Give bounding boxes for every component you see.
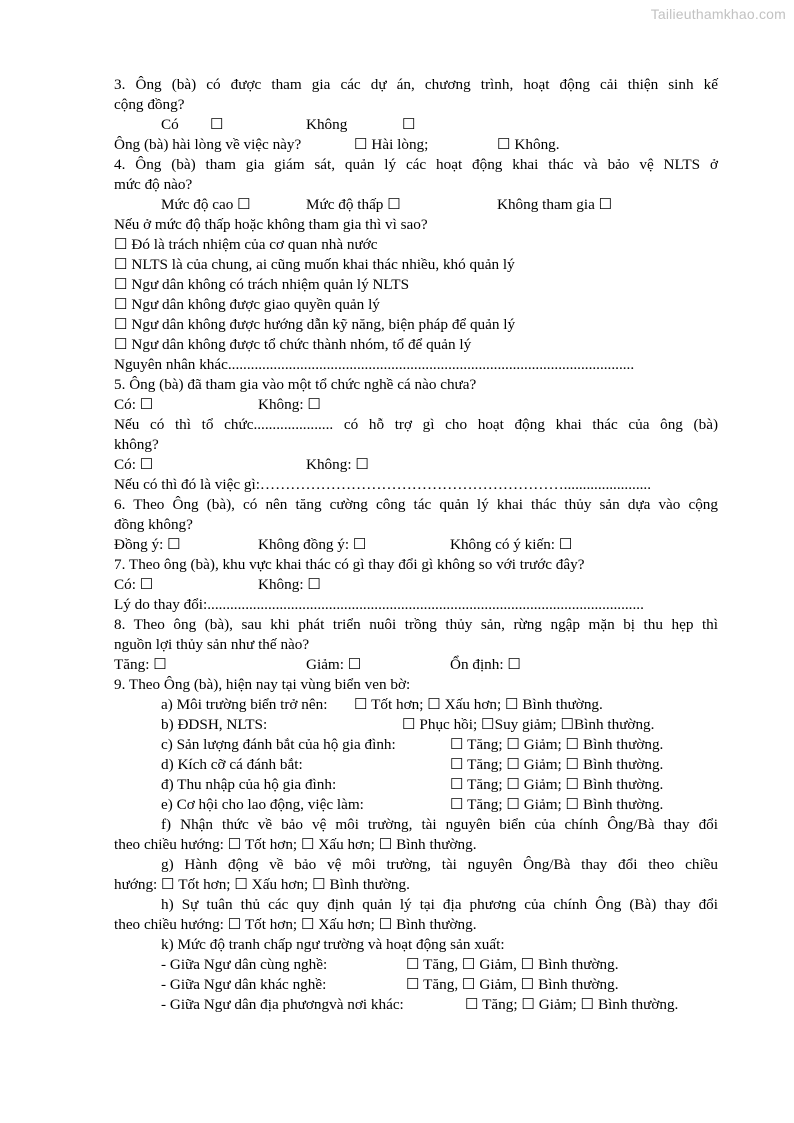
q4-line1: 4. Ông (bà) tham gia giám sát, quản lý các hoạt động khai thác và bảo vệ NLTS ở: [114, 156, 718, 173]
q9-a-options[interactable]: ☐ Tốt hơn; ☐ Xấu hơn; ☐ Bình thường.: [354, 696, 603, 713]
q9-k2-label: - Giữa Ngư dân khác nghề:: [161, 976, 327, 993]
q4-reason[interactable]: ☐ Ngư dân không được giao quyền quản lý: [114, 296, 380, 313]
q3-yes[interactable]: Có: [161, 116, 179, 133]
q5-line1: 5. Ông (bà) đã tham gia vào một tổ chức nghề cá nào chưa?: [114, 376, 477, 393]
q9-d-options[interactable]: ☐ Tăng; ☐ Giảm; ☐ Bình thường.: [450, 756, 664, 773]
q5-support-no[interactable]: Không: ☐: [306, 456, 369, 473]
q9-k3: [114, 995, 718, 1015]
q3-line2: cộng đồng?: [114, 96, 185, 113]
q4-level-high[interactable]: Mức độ cao ☐: [161, 196, 251, 213]
q8-decrease[interactable]: Giảm: ☐: [306, 656, 362, 673]
q9-g-line1: g) Hành động về bảo vệ môi trường, tài nguyên Ông/Bà thay đổi theo chiều: [161, 856, 718, 873]
q3-line1: 3. Ông (bà) có được tham gia các dự án, chương trình, hoạt động cải thiện sinh kế: [114, 76, 718, 93]
q3-satisfaction: [114, 135, 718, 155]
q5-support-options: [114, 455, 718, 475]
q4-level-none[interactable]: Không tham gia ☐: [497, 196, 613, 213]
q9-c-label: c) Sản lượng đánh bắt của hộ gia đình:: [161, 736, 396, 753]
q9-c-options[interactable]: ☐ Tăng; ☐ Giảm; ☐ Bình thường.: [450, 736, 664, 753]
q3-no[interactable]: Không: [306, 116, 348, 133]
q4-reason[interactable]: ☐ Ngư dân không được hướng dẫn kỹ năng, biện pháp để quản lý: [114, 316, 516, 333]
q9-line1: 9. Theo Ông (bà), hiện nay tại vùng biển ven bờ:: [114, 676, 411, 693]
q9-h-line1: h) Sự tuân thủ các quy định quản lý tại địa phương của chính Ông (Bà) thay đổi: [161, 896, 718, 913]
q5-org-line: Nếu có thì tổ chức..................... có hỗ trợ gì cho hoạt động khai thác của ông (bà): [114, 416, 718, 433]
q9-item-c: [114, 735, 718, 755]
q8-stable[interactable]: Ổn định: ☐: [450, 656, 521, 673]
q6-options: [114, 535, 718, 555]
q9-dd-label: đ) Thu nhập của hộ gia đình:: [161, 776, 337, 793]
q6-line2: đồng không?: [114, 516, 193, 533]
checkbox-icon[interactable]: ☐: [402, 116, 416, 133]
q9-b-label: b) ĐDSH, NLTS:: [161, 716, 268, 733]
q9-item-b: [114, 715, 718, 735]
q8-increase[interactable]: Tăng: ☐: [114, 656, 167, 673]
q4-why: Nếu ở mức độ thấp hoặc không tham gia thì vì sao?: [114, 216, 428, 233]
q5-options: [114, 395, 718, 415]
q9-d-label: d) Kích cỡ cá đánh bắt:: [161, 756, 303, 773]
q9-item-a: [114, 695, 718, 715]
q4-reason[interactable]: ☐ NLTS là của chung, ai cũng muốn khai thác nhiều, khó quản lý: [114, 256, 515, 273]
q7-no[interactable]: Không: ☐: [258, 576, 321, 593]
q7-reason[interactable]: Lý do thay đổi:...................................................................................................................: [114, 596, 644, 613]
q9-b-options[interactable]: ☐ Phục hồi; ☐Suy giảm; ☐Bình thường.: [402, 716, 655, 733]
q9-item-d: [114, 755, 718, 775]
q3-satisfaction-question: Ông (bà) hài lòng về việc này?: [114, 136, 302, 153]
q5-org-line2: không?: [114, 436, 159, 453]
q7-line1: 7. Theo ông (bà), khu vực khai thác có gì thay đổi gì không so với trước đây?: [114, 556, 585, 573]
q3-options: [114, 115, 718, 135]
q9-k3-label: - Giữa Ngư dân địa phươngvà nơi khác:: [161, 996, 404, 1013]
q4-reason[interactable]: ☐ Ngư dân không được tổ chức thành nhóm, tổ để quản lý: [114, 336, 472, 353]
q9-item-dd: [114, 775, 718, 795]
q9-k1: [114, 955, 718, 975]
q9-k3-options[interactable]: ☐ Tăng; ☐ Giảm; ☐ Bình thường.: [465, 996, 679, 1013]
q4-line2: mức độ nào?: [114, 176, 193, 193]
q7-yes[interactable]: Có: ☐: [114, 576, 154, 593]
checkbox-icon[interactable]: ☐: [210, 116, 224, 133]
q9-e-label: e) Cơ hội cho lao động, việc làm:: [161, 796, 364, 813]
q9-k2: [114, 975, 718, 995]
watermark: Tailieuthamkhao.com: [650, 6, 786, 22]
q9-item-e: [114, 795, 718, 815]
q9-k-label: k) Mức độ tranh chấp ngư trường và hoạt động sản xuất:: [161, 936, 505, 953]
q8-options: [114, 655, 718, 675]
q9-k2-options[interactable]: ☐ Tăng, ☐ Giảm, ☐ Bình thường.: [406, 976, 619, 993]
q9-e-options[interactable]: ☐ Tăng; ☐ Giảm; ☐ Bình thường.: [450, 796, 664, 813]
questionnaire-page: [114, 75, 718, 1015]
q9-k1-label: - Giữa Ngư dân cùng nghề:: [161, 956, 328, 973]
q3-not-satisfied-option[interactable]: ☐ Không.: [497, 136, 560, 153]
q9-f-line2[interactable]: theo chiều hướng: ☐ Tốt hơn; ☐ Xấu hơn; ☐ Bình thường.: [114, 836, 477, 853]
q5-yes[interactable]: Có: ☐: [114, 396, 154, 413]
q6-agree[interactable]: Đồng ý: ☐: [114, 536, 181, 553]
q4-levels: [114, 195, 718, 215]
q7-options: [114, 575, 718, 595]
q9-k1-options[interactable]: ☐ Tăng, ☐ Giảm, ☐ Bình thường.: [406, 956, 619, 973]
q9-f-line1: f) Nhận thức về bảo vệ môi trường, tài nguyên biển của chính Ông/Bà thay đổi: [161, 816, 718, 833]
q6-disagree[interactable]: Không đồng ý: ☐: [258, 536, 367, 553]
q4-reason[interactable]: ☐ Ngư dân không có trách nhiệm quản lý NLTS: [114, 276, 410, 293]
q5-what[interactable]: Nếu có thì đó là việc gì:…………………………………………………….......................: [114, 476, 652, 493]
q9-g-line2[interactable]: hướng: ☐ Tốt hơn; ☐ Xấu hơn; ☐ Bình thường.: [114, 876, 410, 893]
q9-a-label: a) Môi trường biển trở nên:: [161, 696, 328, 713]
q3-satisfied-option[interactable]: ☐ Hài lòng;: [354, 136, 429, 153]
q9-h-line2[interactable]: theo chiều hướng: ☐ Tốt hơn; ☐ Xấu hơn; ☐ Bình thường.: [114, 916, 477, 933]
q4-other-reason[interactable]: Nguyên nhân khác...........................................................................................................: [114, 356, 635, 373]
q4-reason[interactable]: ☐ Đó là trách nhiệm của cơ quan nhà nước: [114, 236, 378, 253]
q9-dd-options[interactable]: ☐ Tăng; ☐ Giảm; ☐ Bình thường.: [450, 776, 664, 793]
q6-line1: 6. Theo Ông (bà), có nên tăng cường công tác quản lý khai thác thủy sản dựa vào cộng: [114, 496, 718, 513]
q4-level-low[interactable]: Mức độ thấp ☐: [306, 196, 401, 213]
q5-no[interactable]: Không: ☐: [258, 396, 321, 413]
q8-line1: 8. Theo ông (bà), sau khi phát triển nuôi trồng thủy sản, rừng ngập mặn bị thu hẹp thì: [114, 616, 718, 633]
q6-no-opinion[interactable]: Không có ý kiến: ☐: [450, 536, 573, 553]
q5-support-yes[interactable]: Có: ☐: [114, 456, 154, 473]
q8-line2: nguồn lợi thủy sản như thế nào?: [114, 636, 310, 653]
